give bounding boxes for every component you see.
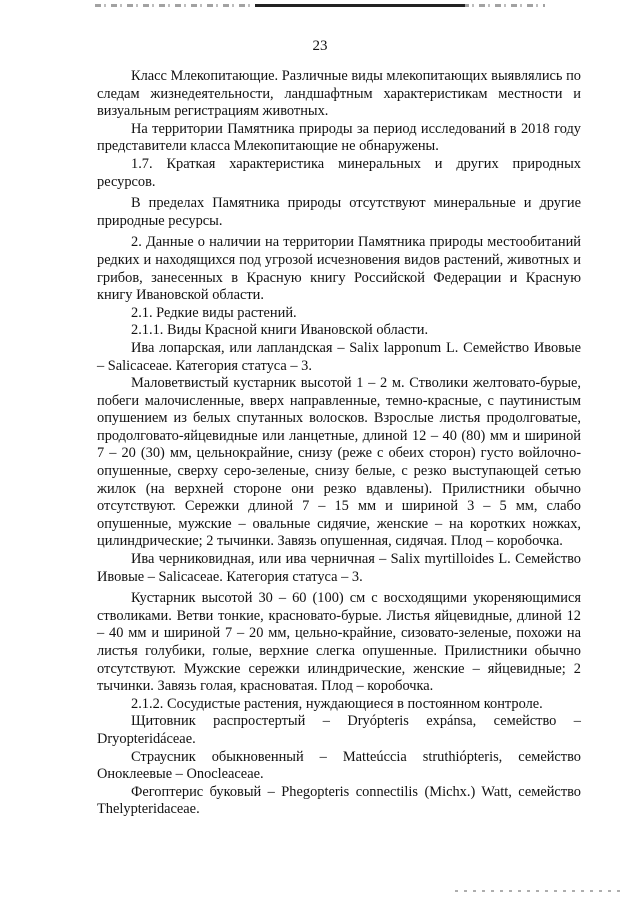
heading-red-book-data: 2. Данные о наличии на территории Памятника природы местообитаний редких и находящихся под угрозой исчезновения видов растений, животных и грибов, занесенных в Красную книгу Российской Федерации и Красную книгу Ивановской области. bbox=[97, 234, 581, 304]
paragraph-mineral-resources: В пределах Памятника природы отсутствуют минеральные и другие природные ресурсы. bbox=[97, 195, 581, 229]
paragraph-dryopteris: Щитовник распростертый – Dryópteris expánsa, семейство – Dryopteridáceae. bbox=[97, 713, 581, 747]
heading-rare-plants: 2.1. Редкие виды растений. bbox=[131, 304, 297, 321]
page-number: 23 bbox=[312, 38, 328, 54]
paragraph-matteuccia: Страусник обыкновенный – Matteúccia struthiópteris, семейство Оноклеевые – Onocleaceae. bbox=[97, 748, 581, 783]
paragraph-phegopteris: Фегоптерис буковый – Phegopteris connectilis (Michx.) Watt, семейство Thelypteridaceae. bbox=[97, 783, 581, 818]
paragraph-salix-myrtilloides: Ива черниковидная, или ива черничная – Salix myrtilloides L. Семейство Ивовые – Salicaceae. Категория статуса – 3. bbox=[97, 551, 581, 585]
paragraph-salix-lapponum-description: Маловетвистый кустарник высотой 1 – 2 м. Стволики желтовато-бурые, побеги малочисленные, вверх направленные, темно-красные, с паутинистым опушением из белых спутанных волосков. Взрослые листья продолговатые, продолговато-яйцевидные или ланцетные, длиной 12 – 40 (80) мм и шириной 7 – 20 (30) мм, цельнокрайние, снизу (реже с обеих сторон) густо войлочно-опушенные, сверху серо-зеленые, снизу белые, с резко выступающей сетью жилок (на верхней стороне они резко вдавлены). Прилистники обычно отсутствуют. Сережки длиной 7 – 15 мм и шириной 3 – 5 мм, слабо опушенные, мужские – овальные сидячие, женские – на коротких ножках, цилиндрические; 2 тычинки. Завязь опушенная, сидячая. Плод – коробочка. bbox=[97, 375, 581, 550]
paragraph-mammals-not-found: На территории Памятника природы за период исследований в 2018 году представители класса Млекопитающие не обнаружены. bbox=[97, 120, 581, 155]
scan-edge-bottom bbox=[455, 890, 625, 892]
heading-red-book-species: 2.1.1. Виды Красной книги Ивановской области. bbox=[131, 322, 429, 339]
paragraph-mammals-class: Класс Млекопитающие. Различные виды млекопитающих выявлялись по следам жизнедеятельности, ландшафтным характеристикам местности и визуальным регистрациям животных. bbox=[97, 68, 581, 120]
paragraph-salix-lapponum: Ива лопарская, или лапландская – Salix lapponum L. Семейство Ивовые – Salicaceae. Категория статуса – 3. bbox=[97, 339, 581, 374]
paragraph-salix-myrtilloides-description: Кустарник высотой 30 – 60 (100) см с восходящими укореняющимися стволиками. Ветви тонкие, красновато-бурые. Листья яйцевидные, длиной 12 – 40 мм и шириной 7 – 20 мм, цельно-крайние, сизовато-зеленые, похожи на листья голубики, голые, верхние слегка опушенные. Прилистники обычно отсутствуют. Мужские сережки илиндрические, женские – яйцевидные; 2 тычинки. Завязь голая, красноватая. Плод – коробочка. bbox=[97, 590, 581, 695]
document-body bbox=[97, 68, 581, 819]
heading-mineral-resources: 1.7. Краткая характеристика минеральных и других природных ресурсов. bbox=[97, 155, 581, 190]
scan-edge-top-dark bbox=[255, 4, 465, 7]
heading-vascular-plants: 2.1.2. Сосудистые растения, нуждающиеся в постоянном контроле. bbox=[131, 695, 543, 712]
